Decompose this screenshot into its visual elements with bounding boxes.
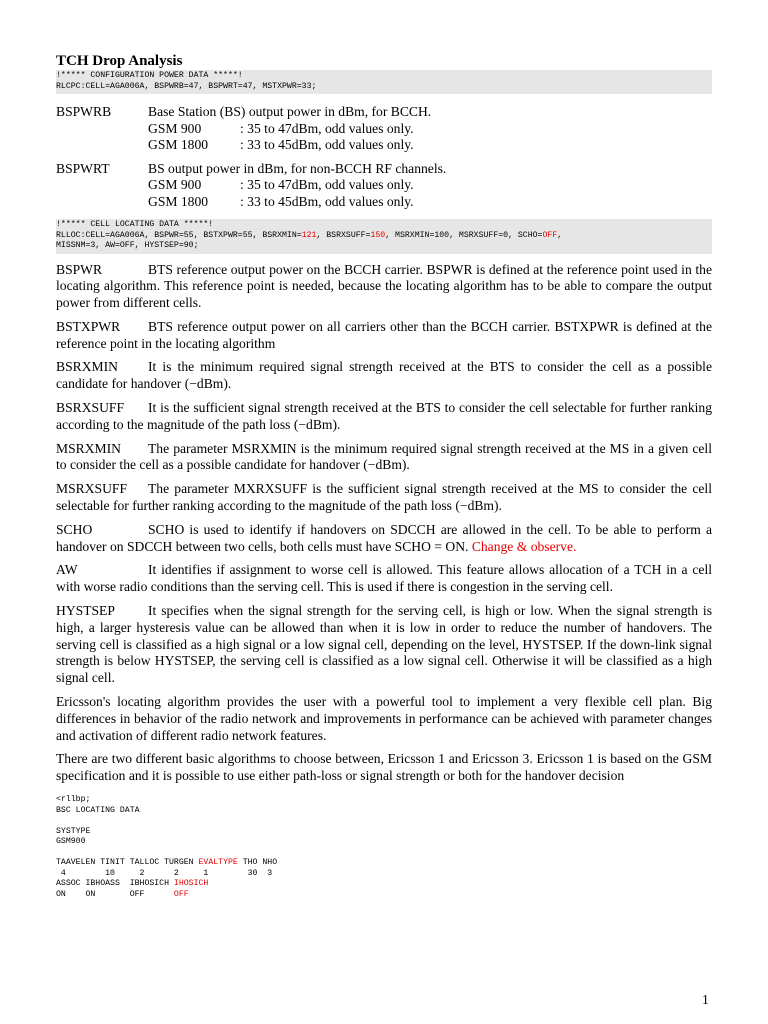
algorithms-paragraph: There are two different basic algorithms to choose between, Ericsson 1 and Ericsson 3. Ericsson 1 is based on the GSM specification and it is possible to use either path-loss or signal strength or both for the handover decision — [56, 751, 712, 784]
term: BSPWRT — [56, 160, 110, 176]
ericsson-paragraph: Ericsson's locating algorithm provides the user with a powerful tool to implement a very flexible cell plan. Big differences in behavior of the radio network and improvements in performance can be achieved with parameter changes and activation of different radio network features. — [56, 694, 712, 743]
code-line: MISSNM=3, AW=OFF, HYSTSEP=90; — [56, 241, 199, 250]
code-line: RLCPC:CELL=AGA006A, BSPWRB=47, BSPWRT=47, MSTXPWR=33; — [56, 81, 317, 91]
code-line: !***** CONFIGURATION POWER DATA *****! — [56, 71, 243, 80]
code-line: !***** CELL LOCATING DATA *****! — [56, 220, 214, 229]
code-line: RLLOC:CELL=AGA006A, BSPWR=55, BSTXPWR=55, BSRXMIN=121, BSRXSUFF=150, MSRXMIN=100, MSRXSUFF=0, SCHO=OFF, — [56, 230, 563, 240]
code-line: ON ON OFF OFF — [56, 889, 189, 899]
scho-paragraph: SCHO SCHO is used to identify if handovers on SDCCH are allowed in the cell. To be able to perform a handover on SDCCH between two cells, both cells must have SCHO = ON. Change & observe. — [56, 521, 712, 554]
band-label: GSM 900 — [148, 120, 202, 136]
config-power-code-block — [56, 70, 712, 94]
parameter-paragraph: MSRXSUFF The parameter MXRXSUFF is the sufficient signal strength received at the MS to consider the cell selectable for further ranking according to the magnitude of the path loss (−dBm). — [56, 481, 712, 514]
code-line: BSC LOCATING DATA — [56, 805, 140, 815]
code-line: GSM900 — [56, 837, 86, 847]
parameter-paragraph: BSRXMIN It is the minimum required signal strength received at the BTS to consider the cell as a possible candidate for handover (−dBm). — [56, 359, 712, 392]
code-line: ASSOC IBHOASS IBHOSICH IHOSICH — [56, 879, 209, 889]
band-label: GSM 1800 — [148, 137, 209, 152]
term: BSPWRB — [56, 104, 112, 119]
parameter-paragraph: HYSTSEP It specifies when the signal strength for the serving cell, is high or low. When the signal strength is high, a larger hysteresis value can be allowed than when it is low in order to reduce the number of handovers. The serving cell is classified as a high signal or a low signal cell, depending on the level, HYSTSEP. If the down-link signal strength is below HYSTSEP, the serving cell is classified as a low signal cell. Otherwise it will be classified as a high signal cell. — [56, 603, 712, 686]
page-number: 1 — [702, 992, 709, 1007]
code-line: SYSTYPE — [56, 826, 91, 836]
code-line: <rllbp; — [56, 795, 91, 805]
code-line — [56, 816, 712, 827]
change-observe-note: Change & observe. — [471, 538, 577, 554]
description: BS output power in dBm, for non-BCCH RF channels. — [148, 160, 447, 176]
code-line: 4 10 2 2 1 30 3 — [56, 868, 273, 878]
parameter-paragraph: MSRXMIN The parameter MSRXMIN is the minimum required signal strength received at the MS in a given cell to consider the cell as a possible candidate for handover (−dBm). — [56, 440, 712, 473]
document-page — [56, 52, 712, 900]
band-value: : 33 to 45dBm, odd values only. — [240, 193, 414, 209]
parameter-list — [56, 262, 712, 688]
rllbp-code-block — [56, 795, 712, 900]
band-label: GSM 1800 — [148, 193, 209, 209]
parameter-paragraph: BSPWR BTS reference output power on the BCCH carrier. BSPWR is defined at the reference point used in the locating algorithm. This reference point is needed, because the locating algorithm has to be able to compare the output power from different cells. — [56, 261, 712, 311]
parameter-paragraph: BSRXSUFF It is the sufficient signal strength received at the BTS to consider the cell selectable for further ranking according to the magnitude of the path loss (−dBm). — [56, 400, 712, 432]
bspwrb-definition — [56, 104, 712, 154]
band-value: : 35 to 47dBm, odd values only. — [240, 177, 414, 192]
band-label: GSM 900 — [148, 177, 202, 192]
code-line — [56, 848, 712, 859]
code-line: TAAVELEN TINIT TALLOC TURGEN EVALTYPE THO NHO — [56, 858, 278, 868]
band-value: : 33 to 45dBm, odd values only. — [240, 137, 414, 152]
page-title: TCH Drop Analysis — [56, 53, 183, 69]
bspwrt-definition — [56, 161, 712, 211]
cell-locating-code-block — [56, 219, 712, 254]
parameter-paragraph: AW It identifies if assignment to worse cell is allowed. This feature allows allocation of a TCH in a cell with worse radio conditions than the serving cell. This is used if there is congestion in the serving cell. — [56, 562, 712, 595]
band-value: : 35 to 47dBm, odd values only. — [240, 120, 414, 136]
description: Base Station (BS) output power in dBm, for BCCH. — [148, 104, 432, 119]
parameter-paragraph: BSTXPWR BTS reference output power on all carriers other than the BCCH carrier. BSTXPWR is defined at the reference point in the locating algorithm — [56, 318, 712, 351]
